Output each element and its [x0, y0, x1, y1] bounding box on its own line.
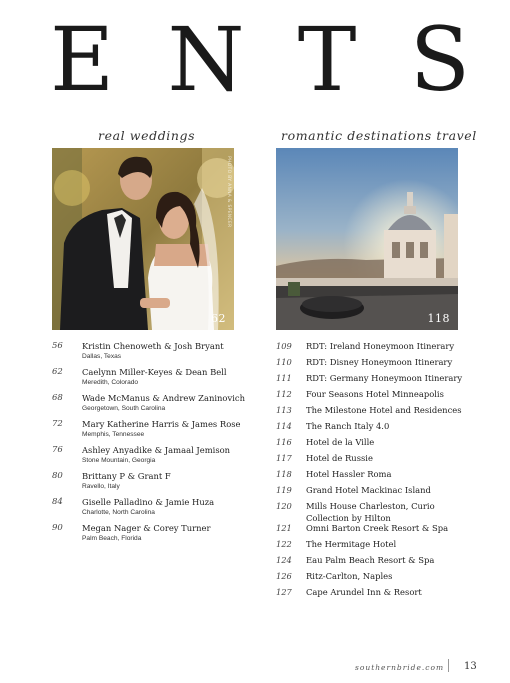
wedding-photo[interactable] [52, 148, 234, 330]
entry-page-number: 112 [276, 389, 292, 399]
entry-page-number: 80 [52, 471, 63, 481]
destination-title: Hotel Hassler Roma [306, 469, 392, 479]
wedding-location: Ravello, Italy [82, 483, 120, 490]
entry-page-number: 72 [52, 419, 63, 429]
entry-page-number: 68 [52, 393, 63, 403]
rooftop-terrace-image [276, 148, 458, 330]
couple-names: Ashley Anyadike & Jamaal Jemison [82, 445, 231, 455]
wedding-location: Palm Beach, Florida [82, 535, 142, 542]
destination-title: Grand Hotel Mackinac Island [306, 485, 431, 495]
footer-divider [448, 659, 449, 672]
destination-title: Ritz-Carlton, Naples [306, 571, 393, 581]
travel-heading: romantic destinations travel [281, 128, 477, 143]
wedding-location: Georgetown, South Carolina [82, 405, 166, 412]
couple-names: Mary Katherine Harris & James Rose [82, 419, 241, 429]
destination-title: Eau Palm Beach Resort & Spa [306, 555, 435, 565]
destination-title: Hotel de Russie [306, 453, 373, 463]
entry-page-number: 113 [276, 405, 292, 415]
entry-page-number: 62 [52, 367, 63, 377]
entry-page-number: 121 [276, 523, 292, 533]
couple-names: Megan Nager & Corey Turner [82, 523, 211, 533]
couple-names: Caelynn Miller-Keyes & Dean Bell [82, 367, 227, 377]
wedding-location: Stone Mountain, Georgia [82, 457, 156, 464]
destination-title: RDT: Germany Honeymoon Itinerary [306, 373, 463, 383]
entry-page-number: 84 [52, 497, 63, 507]
destination-title: RDT: Disney Honeymoon Itinerary [306, 357, 453, 367]
entry-page-number: 56 [52, 341, 63, 351]
entry-page-number: 109 [276, 341, 292, 351]
entry-page-number: 120 [276, 501, 292, 511]
couple-names: Wade McManus & Andrew Zaninovich [82, 393, 245, 403]
wedding-location: Meredith, Colorado [82, 379, 139, 386]
photo-credit: PHOTO BY ANNA & SPENCER [226, 156, 231, 228]
entry-page-number: 118 [276, 469, 292, 479]
destination-title: The Hermitage Hotel [306, 539, 397, 549]
wedding-location: Memphis, Tennessee [82, 431, 145, 438]
destination-title: Hotel de la Ville [306, 437, 375, 447]
masthead-letter: N [167, 8, 245, 111]
masthead-letter: T [297, 8, 357, 111]
entry-page-number: 114 [276, 421, 292, 431]
entry-page-number: 122 [276, 539, 292, 549]
entry-page-number: 126 [276, 571, 292, 581]
entry-page-number: 124 [276, 555, 292, 565]
masthead-letter: E [50, 8, 115, 111]
entry-page-number: 116 [276, 437, 292, 447]
entry-page-number: 119 [276, 485, 292, 495]
entry-page-number: 76 [52, 445, 63, 455]
wedding-couple-image [52, 148, 234, 330]
masthead [0, 10, 510, 110]
wedding-location: Dallas, Texas [82, 353, 122, 360]
weddings-heading: real weddings [98, 128, 196, 143]
destination-title: Mills House Charleston, Curio Collection by Hilton [306, 501, 435, 523]
entry-page-number: 117 [276, 453, 292, 463]
wedding-photo-page: 62 [211, 312, 226, 325]
destination-title: RDT: Ireland Honeymoon Itinerary [306, 341, 455, 351]
destination-title: Cape Arundel Inn & Resort [306, 587, 422, 597]
wedding-location: Charlotte, North Carolina [82, 509, 155, 516]
entry-page-number: 110 [276, 357, 292, 367]
couple-names: Giselle Palladino & Jamie Huza [82, 497, 215, 507]
footer-website[interactable]: southernbride.com [355, 663, 445, 672]
destination-title: The Ranch Italy 4.0 [306, 421, 390, 431]
destination-title: Four Seasons Hotel Minneapolis [306, 389, 444, 399]
entry-page-number: 90 [52, 523, 63, 533]
entry-page-number: 127 [276, 587, 292, 597]
masthead-letter: S [409, 8, 470, 111]
travel-photo-page: 118 [427, 312, 450, 325]
travel-photo[interactable] [276, 148, 458, 330]
entry-page-number: 111 [276, 373, 292, 383]
destination-title: Omni Barton Creek Resort & Spa [306, 523, 449, 533]
footer-page-number: 13 [464, 661, 477, 672]
couple-names: Kristin Chenoweth & Josh Bryant [82, 341, 224, 351]
couple-names: Brittany P & Grant F [82, 471, 171, 481]
destination-title: The Milestone Hotel and Residences [306, 405, 462, 415]
